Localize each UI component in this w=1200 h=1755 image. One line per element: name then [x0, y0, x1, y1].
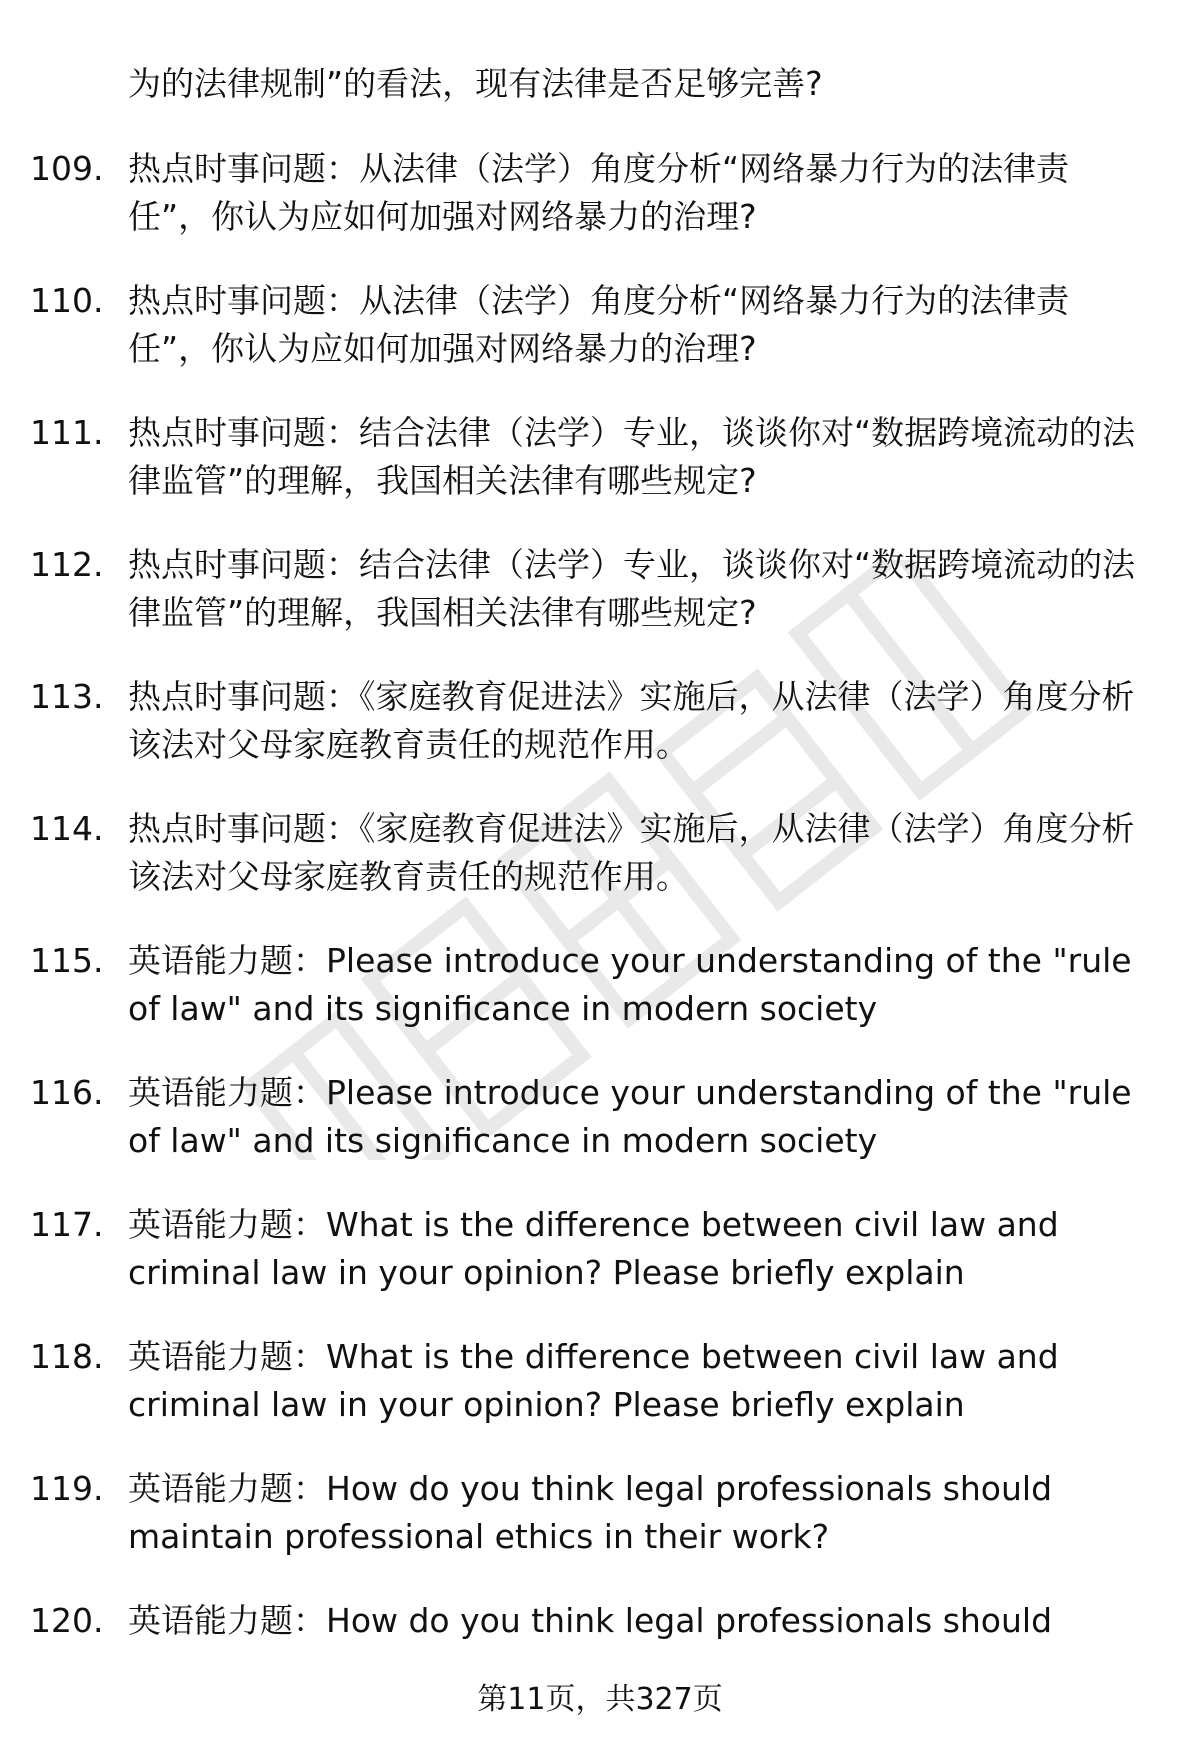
question-number: 115. [30, 941, 104, 980]
question-text: 英语能力题：Please introduce your understanding of the "rule of law" and its significance in modern society [128, 941, 1132, 1028]
question-item [30, 1333, 1160, 1465]
question-item [30, 145, 1160, 277]
question-item [30, 805, 1160, 937]
question-item [30, 541, 1160, 673]
question-list [30, 145, 1160, 1729]
question-item [30, 1465, 1160, 1597]
question-text: 热点时事问题：《家庭教育促进法》实施后，从法律（法学）角度分析该法对父母家庭教育责任的规范作用。 [128, 809, 1135, 896]
page-footer: 第11页，共327页 [477, 1682, 723, 1717]
question-text: 英语能力题：How do you think legal professionals should maintain professional ethics in their work? [128, 1469, 1053, 1556]
question-text: 热点时事问题：结合法律（法学）专业，谈谈你对“数据跨境流动的法律监管”的理解，我国相关法律有哪些规定? [128, 413, 1136, 500]
question-text: 热点时事问题：结合法律（法学）专业，谈谈你对“数据跨境流动的法律监管”的理解，我国相关法律有哪些规定? [128, 545, 1136, 632]
question-text: 热点时事问题：从法律（法学）角度分析“网络暴力行为的法律责任”，你认为应如何加强对网络暴力的治理? [128, 149, 1070, 236]
question-item [30, 673, 1160, 805]
question-item [30, 1201, 1160, 1333]
question-number: 118. [30, 1337, 104, 1376]
question-text: 热点时事问题：《家庭教育促进法》实施后，从法律（法学）角度分析该法对父母家庭教育责任的规范作用。 [128, 677, 1135, 764]
question-number: 109. [30, 149, 104, 188]
question-text: 热点时事问题：从法律（法学）角度分析“网络暴力行为的法律责任”，你认为应如何加强对网络暴力的治理? [128, 281, 1070, 368]
question-number: 117. [30, 1205, 104, 1244]
question-number: 116. [30, 1073, 104, 1112]
question-number: 113. [30, 677, 104, 716]
question-text: 英语能力题：What is the difference between civil law and criminal law in your opinion? Please briefly explain [128, 1337, 1059, 1424]
question-text: 英语能力题：How do you think legal professionals should [128, 1601, 1053, 1640]
question-number: 119. [30, 1469, 104, 1508]
question-number: 111. [30, 413, 104, 452]
question-item [30, 277, 1160, 409]
question-text: 英语能力题：What is the difference between civil law and criminal law in your opinion? Please briefly explain [128, 1205, 1059, 1292]
question-text: 英语能力题：Please introduce your understanding of the "rule of law" and its significance in modern society [128, 1073, 1132, 1160]
question-item [30, 937, 1160, 1069]
question-number: 120. [30, 1601, 104, 1640]
question-number: 112. [30, 545, 104, 584]
continuation-text: 为的法律规制”的看法，现有法律是否足够完善? [128, 64, 823, 103]
question-item [30, 409, 1160, 541]
question-item [30, 1069, 1160, 1201]
question-number: 110. [30, 281, 104, 320]
question-number: 114. [30, 809, 104, 848]
